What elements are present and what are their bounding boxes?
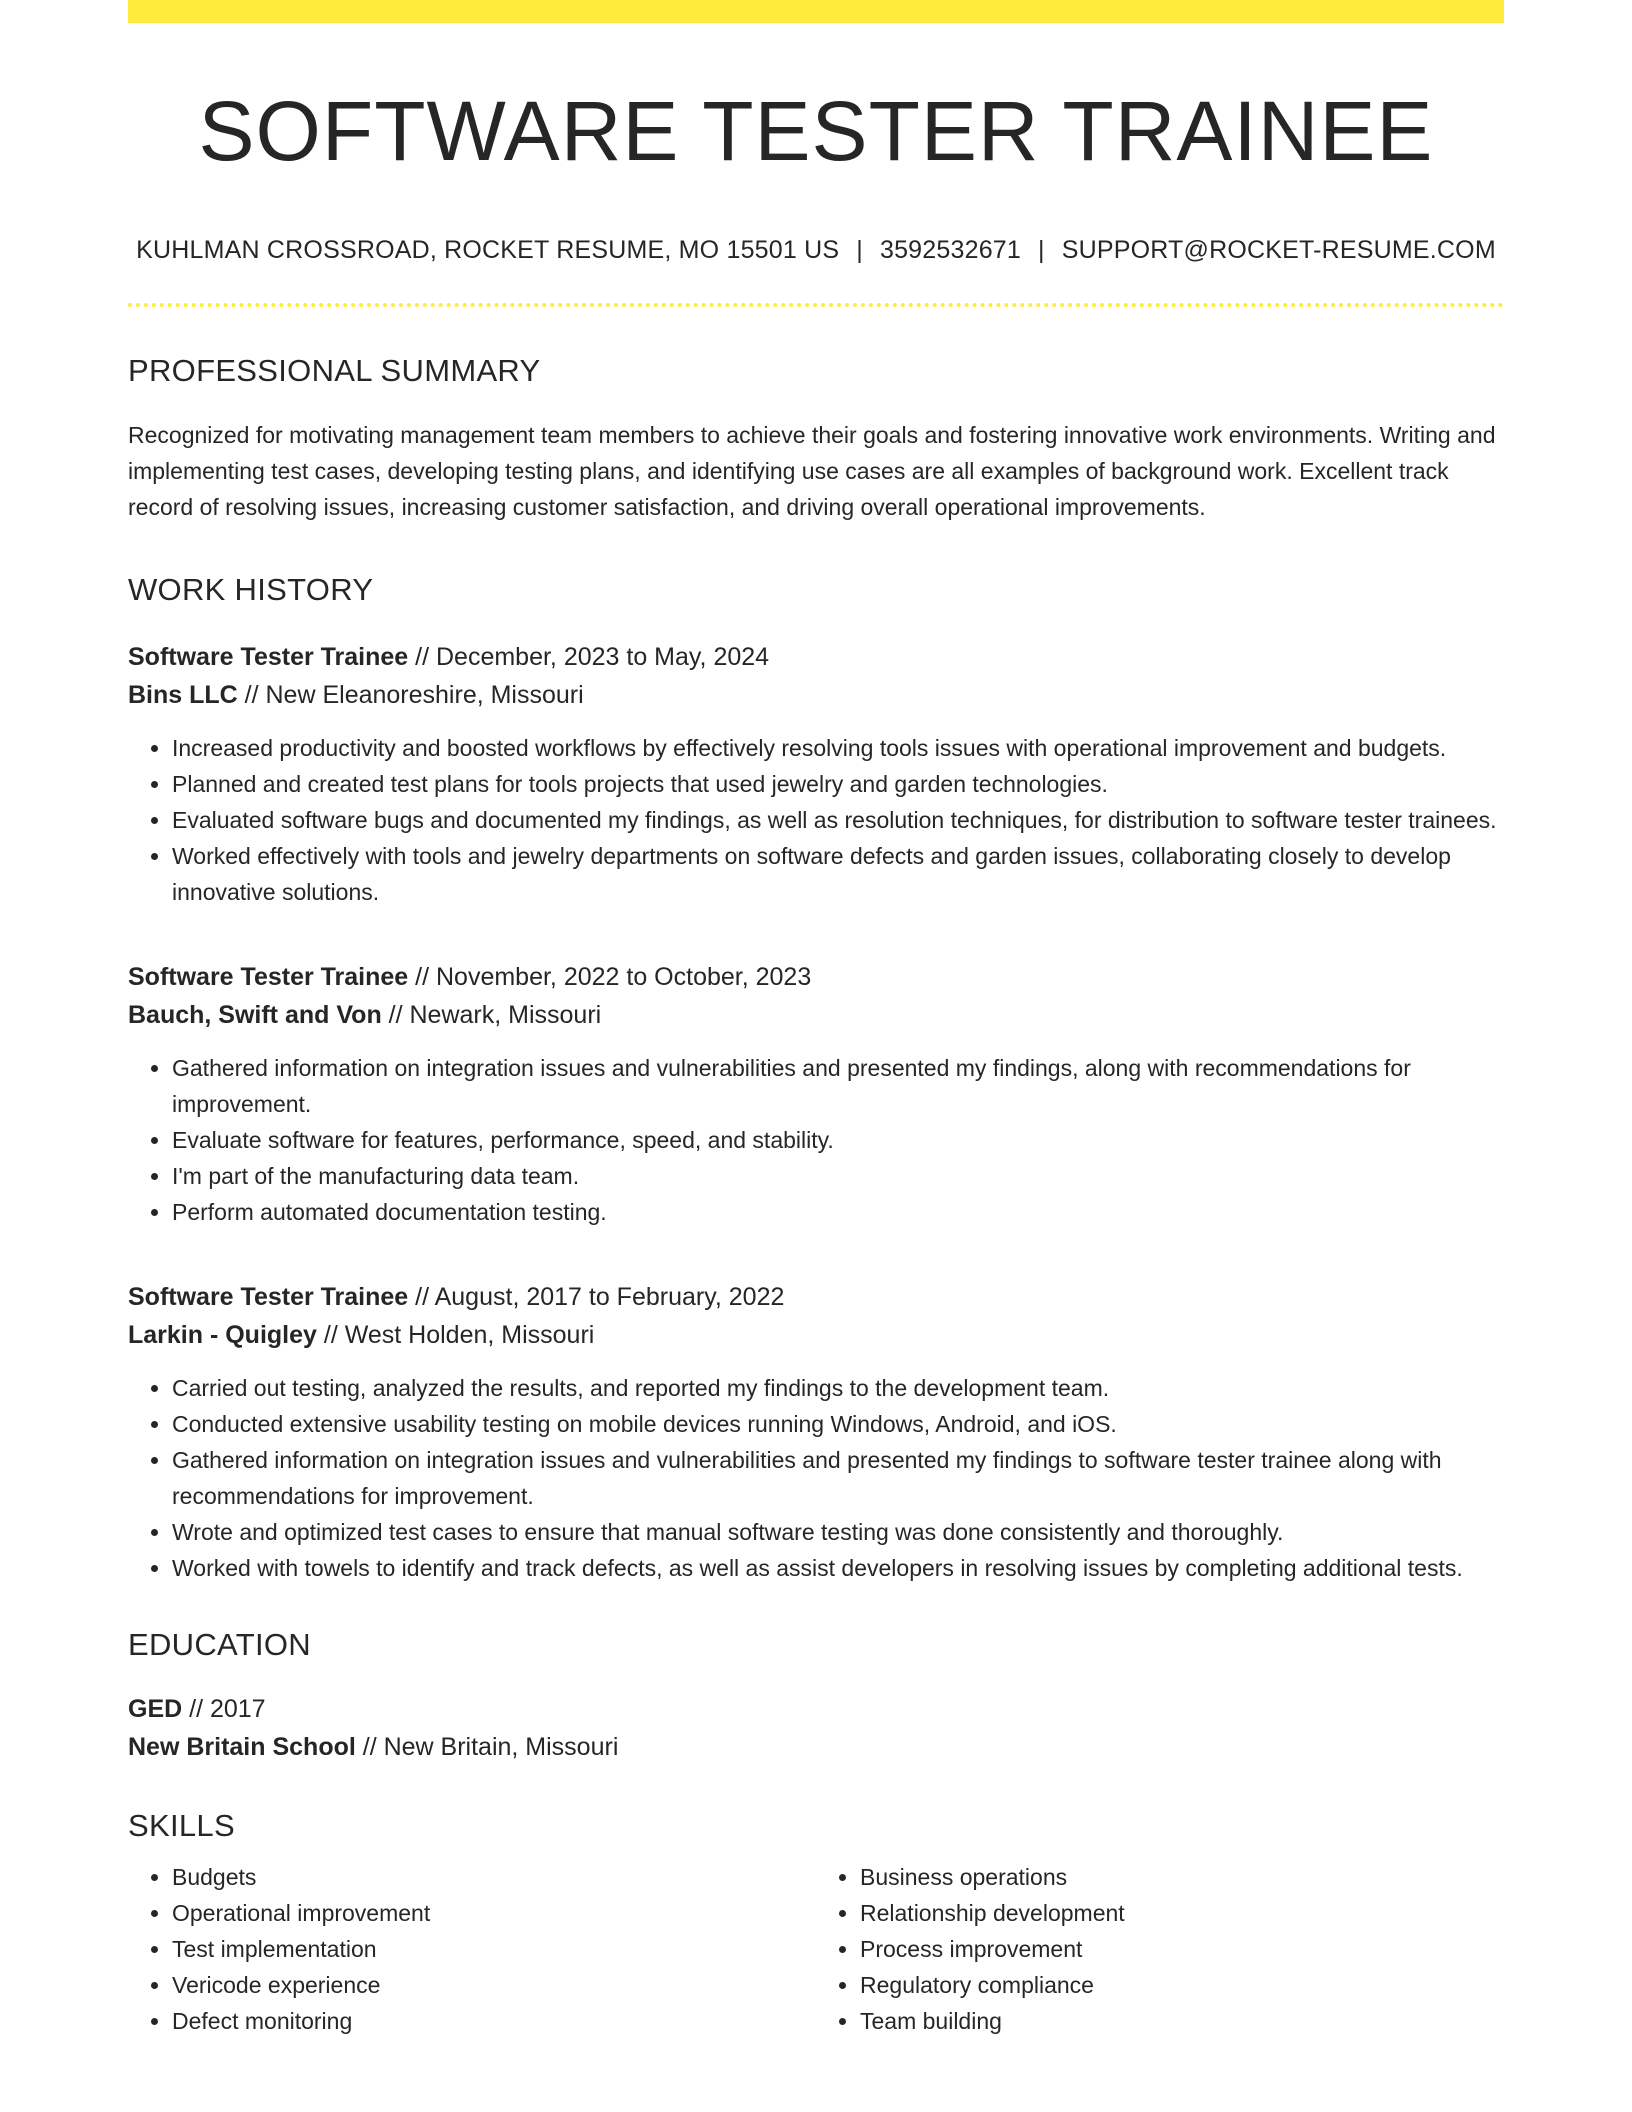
job-bullets	[128, 730, 1504, 910]
education-school-line	[128, 1728, 1504, 1766]
job-bullet: • Gathered information on integration issues and vulnerabilities and presented my findings to software tester trainee along with recommendations for improvement.	[172, 1442, 1504, 1514]
job-bullet: • I'm part of the manufacturing data team.	[172, 1158, 1504, 1194]
job-title: Software Tester Trainee	[128, 962, 409, 991]
job-dates: // November, 2022 to October, 2023	[408, 962, 812, 991]
skill-item: • Relationship development	[860, 1895, 1504, 1931]
skill-item: • Regulatory compliance	[860, 1967, 1504, 2003]
skill-item: • Business operations	[860, 1859, 1504, 1895]
skill-item: • Operational improvement	[172, 1895, 816, 1931]
contact-address: KUHLMAN CROSSROAD, ROCKET RESUME, MO 15501 US	[136, 236, 840, 265]
education-location: // New Britain, Missouri	[355, 1732, 619, 1761]
job-company-line	[128, 676, 1504, 714]
job-entry	[128, 958, 1504, 1230]
dotted-divider	[128, 303, 1504, 307]
section-heading-summary: PROFESSIONAL SUMMARY	[128, 353, 541, 389]
job-bullet: • Worked effectively with tools and jewelry departments on software defects and garden issues, collaborating closely to develop innovative solutions.	[172, 838, 1504, 910]
skill-item: • Team building	[860, 2003, 1504, 2039]
contact-email: SUPPORT@ROCKET-RESUME.COM	[1061, 236, 1496, 265]
job-title: Software Tester Trainee	[128, 642, 409, 671]
education-school: New Britain School	[128, 1732, 356, 1761]
job-bullet: • Planned and created test plans for tools projects that used jewelry and garden technologies.	[172, 766, 1504, 802]
job-bullet: • Gathered information on integration issues and vulnerabilities and presented my findings, along with recommendations for improvement.	[172, 1050, 1504, 1122]
contact-phone: 3592532671	[879, 236, 1022, 265]
section-heading-education: EDUCATION	[128, 1626, 311, 1662]
contact-separator: |	[856, 236, 863, 265]
job-title-line	[128, 638, 1504, 676]
education-degree-line	[128, 1690, 1504, 1728]
job-title-line	[128, 958, 1504, 996]
education-degree: GED	[128, 1694, 183, 1723]
job-bullets	[128, 1050, 1504, 1230]
top-accent-bar	[128, 0, 1504, 23]
resume-name: SOFTWARE TESTER TRAINEE	[198, 84, 1434, 178]
resume-page	[128, 0, 1504, 2039]
job-company: Bins LLC	[128, 680, 238, 709]
job-location: // West Holden, Missouri	[316, 1320, 595, 1349]
job-dates: // August, 2017 to February, 2022	[408, 1282, 785, 1311]
job-company-line	[128, 996, 1504, 1034]
job-bullets	[128, 1370, 1504, 1586]
job-bullet: • Perform automated documentation testing.	[172, 1194, 1504, 1230]
job-location: // New Eleanoreshire, Missouri	[237, 680, 584, 709]
job-dates: // December, 2023 to May, 2024	[408, 642, 770, 671]
education-year: // 2017	[182, 1694, 266, 1723]
skills-grid	[128, 1859, 1504, 2039]
contact-line	[128, 235, 1504, 265]
skill-item: • Budgets	[172, 1859, 816, 1895]
job-bullet: • Carried out testing, analyzed the results, and reported my findings to the development team.	[172, 1370, 1504, 1406]
job-bullet: • Increased productivity and boosted workflows by effectively resolving tools issues with operational improvement and budgets.	[172, 730, 1504, 766]
skill-item: • Defect monitoring	[172, 2003, 816, 2039]
education-entry	[128, 1690, 1504, 1766]
skills-column-right	[816, 1859, 1504, 2039]
job-title: Software Tester Trainee	[128, 1282, 409, 1311]
summary-text: Recognized for motivating management team members to achieve their goals and fostering innovative work environments. Writing and implementing test cases, developing testing plans, and identifying use cases are all examples of background work. Excellent track record of resolving issues, increasing customer satisfaction, and driving overall operational improvements.	[128, 421, 1496, 520]
job-company-line	[128, 1316, 1504, 1354]
job-bullet: • Wrote and optimized test cases to ensure that manual software testing was done consistently and thoroughly.	[172, 1514, 1504, 1550]
job-bullet: • Conducted extensive usability testing on mobile devices running Windows, Android, and iOS.	[172, 1406, 1504, 1442]
skill-item: • Test implementation	[172, 1931, 816, 1967]
section-heading-skills: SKILLS	[128, 1807, 235, 1843]
job-bullet: • Evaluated software bugs and documented my findings, as well as resolution techniques, for distribution to software tester trainees.	[172, 802, 1504, 838]
section-heading-work-history: WORK HISTORY	[128, 571, 374, 607]
job-entry	[128, 638, 1504, 910]
job-title-line	[128, 1278, 1504, 1316]
contact-separator: |	[1038, 236, 1045, 265]
skills-column-left	[128, 1859, 816, 2039]
job-location: // Newark, Missouri	[381, 1000, 602, 1029]
job-entry	[128, 1278, 1504, 1586]
skill-item: • Process improvement	[860, 1931, 1504, 1967]
job-company: Larkin - Quigley	[128, 1320, 317, 1349]
job-company: Bauch, Swift and Von	[128, 1000, 382, 1029]
skill-item: • Vericode experience	[172, 1967, 816, 2003]
job-bullet: • Evaluate software for features, performance, speed, and stability.	[172, 1122, 1504, 1158]
job-bullet: • Worked with towels to identify and track defects, as well as assist developers in resolving issues by completing additional tests.	[172, 1550, 1504, 1586]
